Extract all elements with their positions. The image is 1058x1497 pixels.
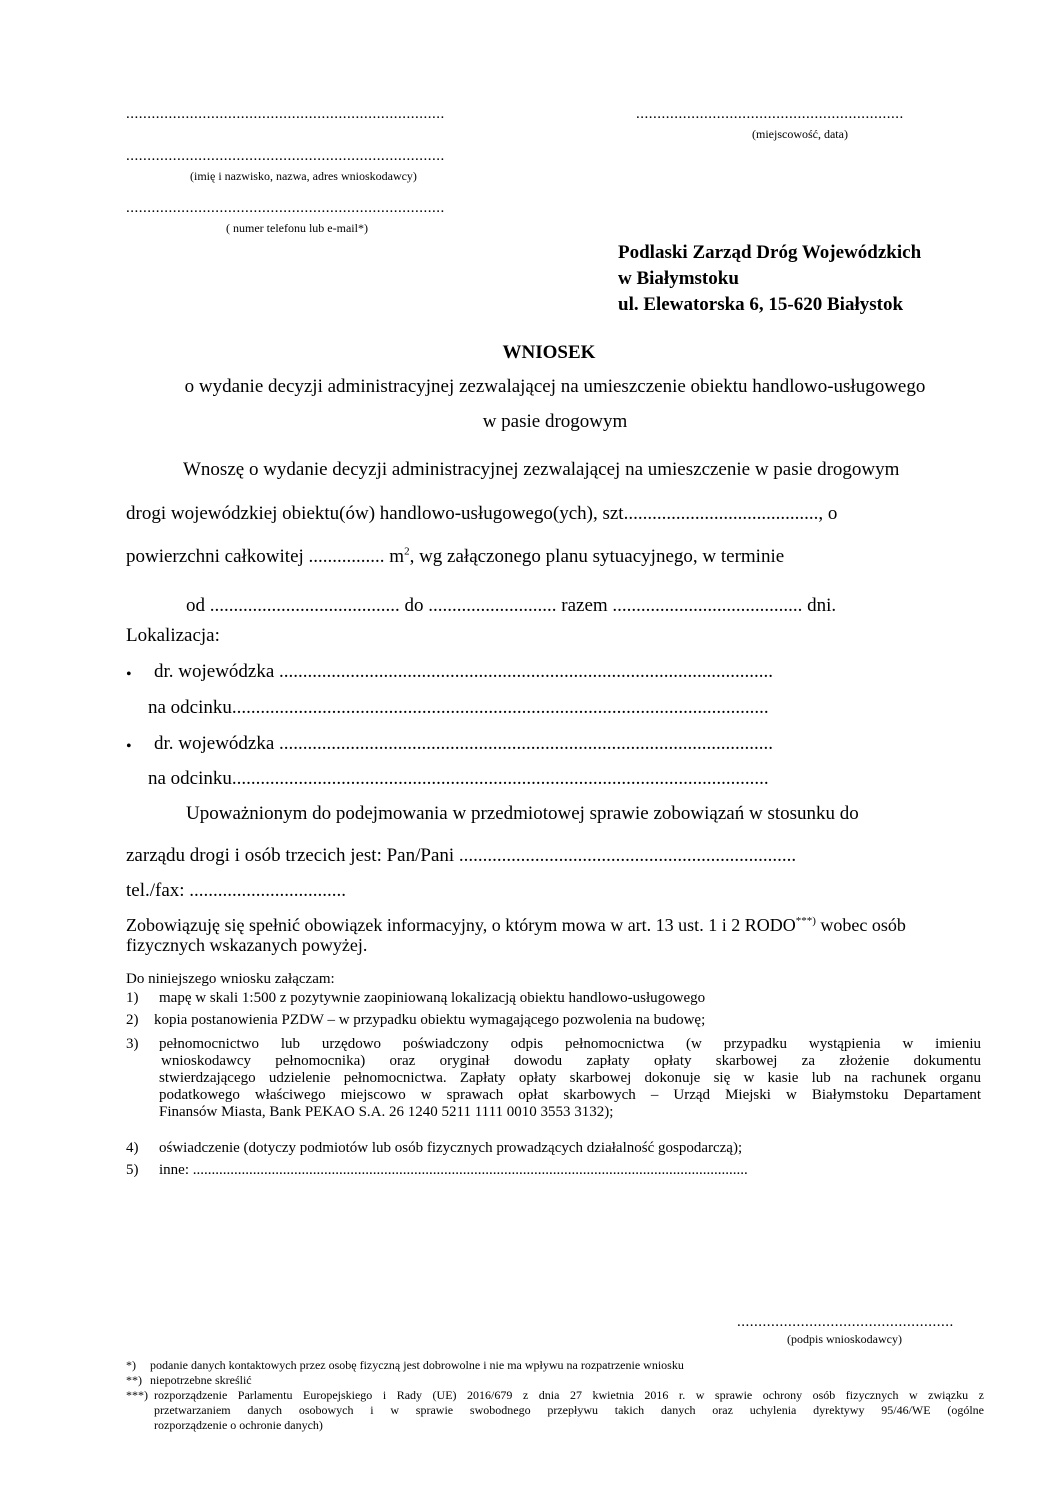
place-date-caption: (miejscowość, data): [752, 127, 848, 141]
document-subtitle-line-2: w pasie drogowym: [482, 411, 628, 432]
plan-text: , wg załączonego planu sytuacyjnego, w terminie: [409, 546, 785, 567]
recipient-line-2: w Białymstoku: [618, 268, 739, 289]
footnote-text: podanie danych kontaktowych przez osobę fizyczną jest dobrowolne i nie ma wpływu na rozpatrzenie wniosku: [150, 1358, 684, 1372]
footnote: [126, 1388, 986, 1433]
list-text-line: pełnomocnictwo lub urzędowo poświadczony odpis pełnomocnictwa (w przypadku wystąpienia w imieniu: [159, 1036, 981, 1052]
tel-fax-field[interactable]: tel./fax: .................................: [126, 880, 347, 901]
footnote: [126, 1358, 986, 1373]
location-label: Lokalizacja:: [126, 625, 220, 646]
section-field-2[interactable]: na odcinku.................................................................................................................: [148, 768, 769, 789]
squared-superscript: 2: [404, 545, 410, 558]
list-text-line: Finansów Miasta, Bank PEKAO S.A. 26 1240 5211 1111 0010 3553 3132);: [159, 1104, 614, 1120]
footnote-mark: *): [126, 1358, 136, 1372]
list-text: oświadczenie (dotyczy podmiotów lub osób fizycznych prowadzących działalność gospodarczą);: [159, 1140, 743, 1156]
footnote-text-line: przetwarzaniem danych osobowych i w sprawie swobodnego przepływu takich danych oraz uchylenia dyrektywy 95/46/WE (ogólne: [154, 1403, 984, 1417]
request-paragraph-line-1: Wnoszę o wydanie decyzji administracyjnej zezwalającej na umieszczenie w pasie drogowym: [183, 459, 900, 480]
name-dotted-line[interactable]: ...........................................................................: [126, 106, 445, 122]
footnote-text-line: rozporządzenie o ochronie danych): [154, 1418, 323, 1432]
list-number: 2): [126, 1012, 139, 1028]
signature-caption: (podpis wnioskodawcy): [787, 1332, 902, 1346]
other-attachments-field[interactable]: inne: ....................................................................................................................................................: [159, 1162, 748, 1178]
footnote-text-block: [154, 1388, 984, 1433]
recipient-address: [618, 240, 921, 318]
authorized-person-field[interactable]: zarządu drogi i osób trzecich jest: Pan/Pani .......................................................................: [126, 845, 797, 866]
list-text: mapę w skali 1:500 z pozytywnie zaopiniowaną lokalizacją obiektu handlowo-usługowego: [159, 990, 706, 1006]
list-text-line: podatkowego właściwego miejscowo w sprawach opłat skarbowych – Urząd Miejski w Białymstoku Departament: [159, 1087, 981, 1103]
footnote-text-line: rozporządzenie Parlamentu Europejskiego i Rady (UE) 2016/679 z dnia 27 kwietnia 2016 r. w sprawie ochrony osób fizycznych w związku z: [154, 1388, 984, 1402]
footnote: [126, 1373, 986, 1388]
recipient-line-1: Podlaski Zarząd Dróg Wojewódzkich: [618, 242, 922, 263]
list-number: 1): [126, 990, 139, 1006]
footnote-mark: ***): [126, 1388, 148, 1402]
rodo-statement-line-2: fizycznych wskazanych powyżej.: [126, 935, 368, 955]
rodo-statement-line-1: [126, 915, 906, 936]
list-text-line: wnioskodawcy pełnomocnika) oraz oryginał dowodu zapłaty opłaty skarbowej za złożenie dokumentu: [161, 1053, 981, 1069]
authorized-line-1: Upoważnionym do podejmowania w przedmiotowej sprawie zobowiązań w stosunku do: [186, 803, 859, 824]
rodo-text-end: wobec osób: [815, 915, 906, 935]
road-field-2[interactable]: dr. wojewódzka ........................................................................................................: [154, 733, 774, 754]
phone-caption: ( numer telefonu lub e-mail*): [226, 221, 368, 235]
bullet-icon: •: [126, 738, 132, 755]
list-text-line: stwierdzającego udzielenie pełnomocnictwa. Zapłaty opłaty skarbowej dokonuje się w kasie lub na rachunek organu: [159, 1070, 981, 1086]
footnote-text: niepotrzebne skreślić: [150, 1373, 252, 1387]
signature-dotted-line[interactable]: ...................................................: [737, 1314, 954, 1330]
road-field-1[interactable]: dr. wojewódzka ........................................................................................................: [154, 661, 774, 682]
document-subtitle-line-1: o wydanie decyzji administracyjnej zezwalającej na umieszczenie obiektu handlowo-usługowego: [184, 376, 926, 397]
request-paragraph-line-2: drogi wojewódzkiej obiektu(ów) handlowo-usługowego(ych), szt........................................., o: [126, 503, 838, 524]
footnotes: [126, 1358, 986, 1433]
phone-dotted-line[interactable]: ...........................................................................: [126, 200, 445, 216]
address-dotted-line[interactable]: ...........................................................................: [126, 148, 445, 164]
footnote-mark: **): [126, 1373, 142, 1387]
list-number: 4): [126, 1140, 139, 1156]
attachments-heading: Do niniejszego wniosku załączam:: [126, 971, 335, 987]
bullet-icon: •: [126, 666, 132, 683]
request-paragraph-line-3: [126, 546, 784, 568]
section-field-1[interactable]: na odcinku.................................................................................................................: [148, 697, 769, 718]
applicant-caption: (imię i nazwisko, nazwa, adres wnioskodawcy): [190, 169, 417, 183]
list-text: kopia postanowienia PZDW – w przypadku obiektu wymagającego pozwolenia na budowę;: [154, 1012, 706, 1028]
recipient-line-3: ul. Elewatorska 6, 15-620 Białystok: [618, 294, 904, 315]
list-text-block: [159, 1036, 981, 1121]
rodo-text: Zobowiązuję się spełnić obowiązek informacyjny, o którym mowa w art. 13 ust. 1 i 2 RODO: [126, 915, 796, 935]
list-number: 5): [126, 1162, 139, 1178]
rodo-footnote-mark: ***): [795, 915, 816, 927]
list-number: 3): [126, 1036, 139, 1052]
date-range-line[interactable]: od ........................................ do ........................... razem ........................................ dni.: [186, 595, 837, 616]
place-date-dotted-line[interactable]: ...............................................................: [636, 106, 904, 122]
document-title: WNIOSEK: [502, 342, 596, 363]
area-field[interactable]: powierzchni całkowitej ................ m: [126, 546, 405, 567]
